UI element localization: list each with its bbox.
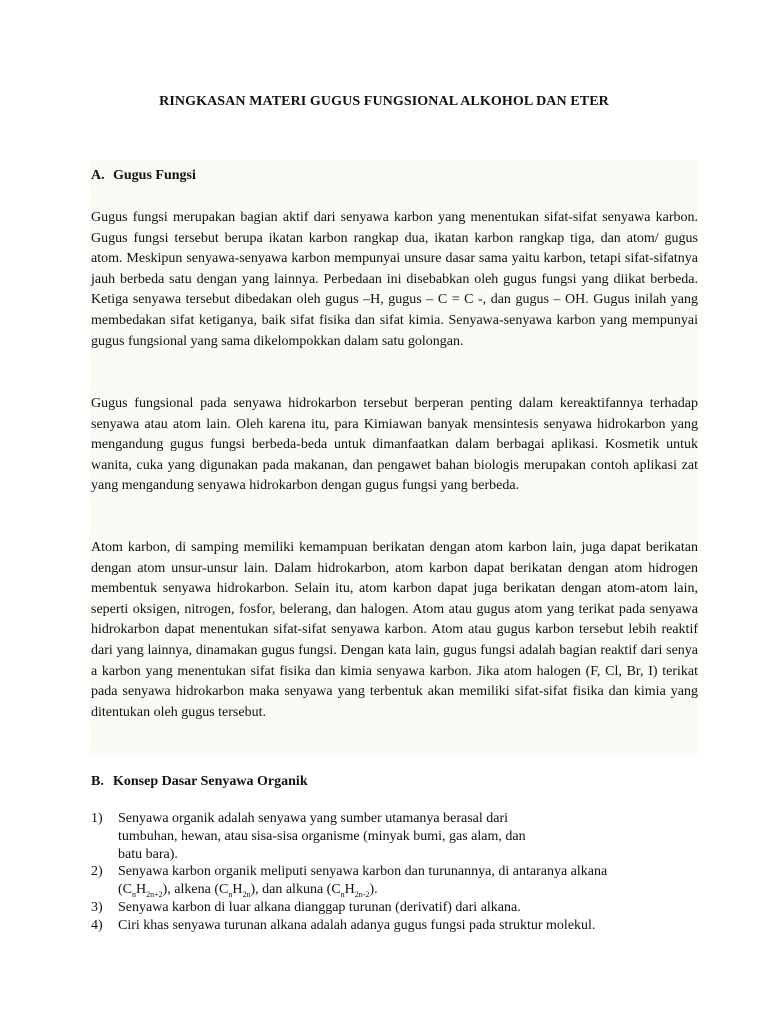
list-item-line: batu bara). xyxy=(118,846,178,862)
list-number: 3) xyxy=(91,899,103,915)
list-item-line: Senyawa karbon organik meliputi senyawa karbon dan turunannya, di antaranya alkana xyxy=(118,864,608,880)
paragraph-3: Atom karbon, di samping memiliki kemampuan berikatan dengan atom karbon lain, juga dapat berikatan dengan atom unsur-unsur lain. Dalam hidrokarbon, atom karbon dapat berikatan dengan atom hidrogen membentuk senyawa hidrokarbon. Selain itu, atom karbon dapat juga berikatan dengan atom-atom lain, seperti oksigen, nitrogen, fosfor, belerang, dan halogen. Atom atau gugus atom yang terikat pada senyawa hidrokarbon dapat menentukan sifat-sifat senyawa karbon. Atom atau gugus karbon tersebut lebih reaktif dari yang lainnya, dinamakan gugus fungsi. Dengan kata lain, gugus fungsi adalah bagian reaktif dari senya a karbon yang menentukan sifat fisika dan kimia senyawa karbon. Jika atom halogen (F, Cl, Br, I) terikat pada senyawa hidrokarbon maka senyawa yang terbentuk akan memiliki sifat-sifat fisika dan kimia yang ditentukan oleh gugus tersebut. xyxy=(91,540,698,720)
section-a-heading xyxy=(91,168,196,184)
list-number: 4) xyxy=(91,917,103,933)
section-a-title: Gugus Fungsi xyxy=(113,168,196,183)
section-b-title: Konsep Dasar Senyawa Organik xyxy=(113,774,308,789)
page-title: RINGKASAN MATERI GUGUS FUNGSIONAL ALKOHOL DAN ETER xyxy=(159,94,609,109)
list-item xyxy=(91,899,671,917)
list-item xyxy=(91,810,671,863)
section-b-heading xyxy=(91,774,308,790)
concept-list xyxy=(91,810,671,935)
section-b-letter: B. xyxy=(91,774,104,789)
paragraph-1: Gugus fungsi merupakan bagian aktif dari senyawa karbon yang menentukan sifat-sifat senyawa karbon. Gugus fungsi tersebut berupa ikatan karbon rangkap dua, ikatan karbon rangkap tiga, dan atom/ gugus atom. Meskipun senyawa-senyawa karbon mempunyai unsure dasar sama yaitu karbon, tetapi sifat-sifatnya jauh berbeda satu dengan yang lainnya. Perbedaan ini disebabkan oleh gugus fungsi yang diikat berbeda. Ketiga senyawa tersebut dibedakan oleh gugus –H, gugus – C = C -, dan gugus – OH. Gugus inilah yang membedakan sifat ketiganya, baik sifat fisika dan sifat kimia. Senyawa-senyawa karbon yang mempunyai gugus fungsional yang sama dikelompokkan dalam satu golongan. xyxy=(91,210,698,349)
list-item-text: Senyawa karbon di luar alkana dianggap turunan (derivatif) dari alkana. xyxy=(118,899,521,915)
list-number: 2) xyxy=(91,864,103,880)
formula-text: $(C_nH_{2n+2})$, alkena $(C_nH_{2n})$, dan alkuna $(C_nH_{2n-2})$. xyxy=(118,882,378,899)
list-item xyxy=(91,917,671,935)
list-item-line: Senyawa organik adalah senyawa yang sumber utamanya berasal dari xyxy=(118,811,509,826)
list-item xyxy=(91,863,671,899)
list-item-text: Ciri khas senyawa turunan alkana adalah adanya gugus fungsi pada struktur molekul. xyxy=(118,917,596,933)
paragraph-2: Gugus fungsional pada senyawa hidrokarbon tersebut berperan penting dalam kereaktifannya terhadap senyawa atau atom lain. Oleh karena itu, para Kimiawan banyak mensintesis senyawa hidrokarbon yang mengandung gugus fungsi berbeda-beda untuk dimanfaatkan dalam berbagai aplikasi. Kosmetik untuk wanita, cuka yang digunakan pada makanan, dan pengawet bahan biologis merupakan contoh aplikasi zat yang mengandung senyawa hidrokarbon dengan gugus fungsi yang berbeda. xyxy=(91,396,698,494)
list-item-line: tumbuhan, hewan, atau sisa-sisa organisme (minyak bumi, gas alam, dan xyxy=(118,828,526,844)
section-a-letter: A. xyxy=(91,168,105,183)
list-number: 1) xyxy=(91,811,103,826)
